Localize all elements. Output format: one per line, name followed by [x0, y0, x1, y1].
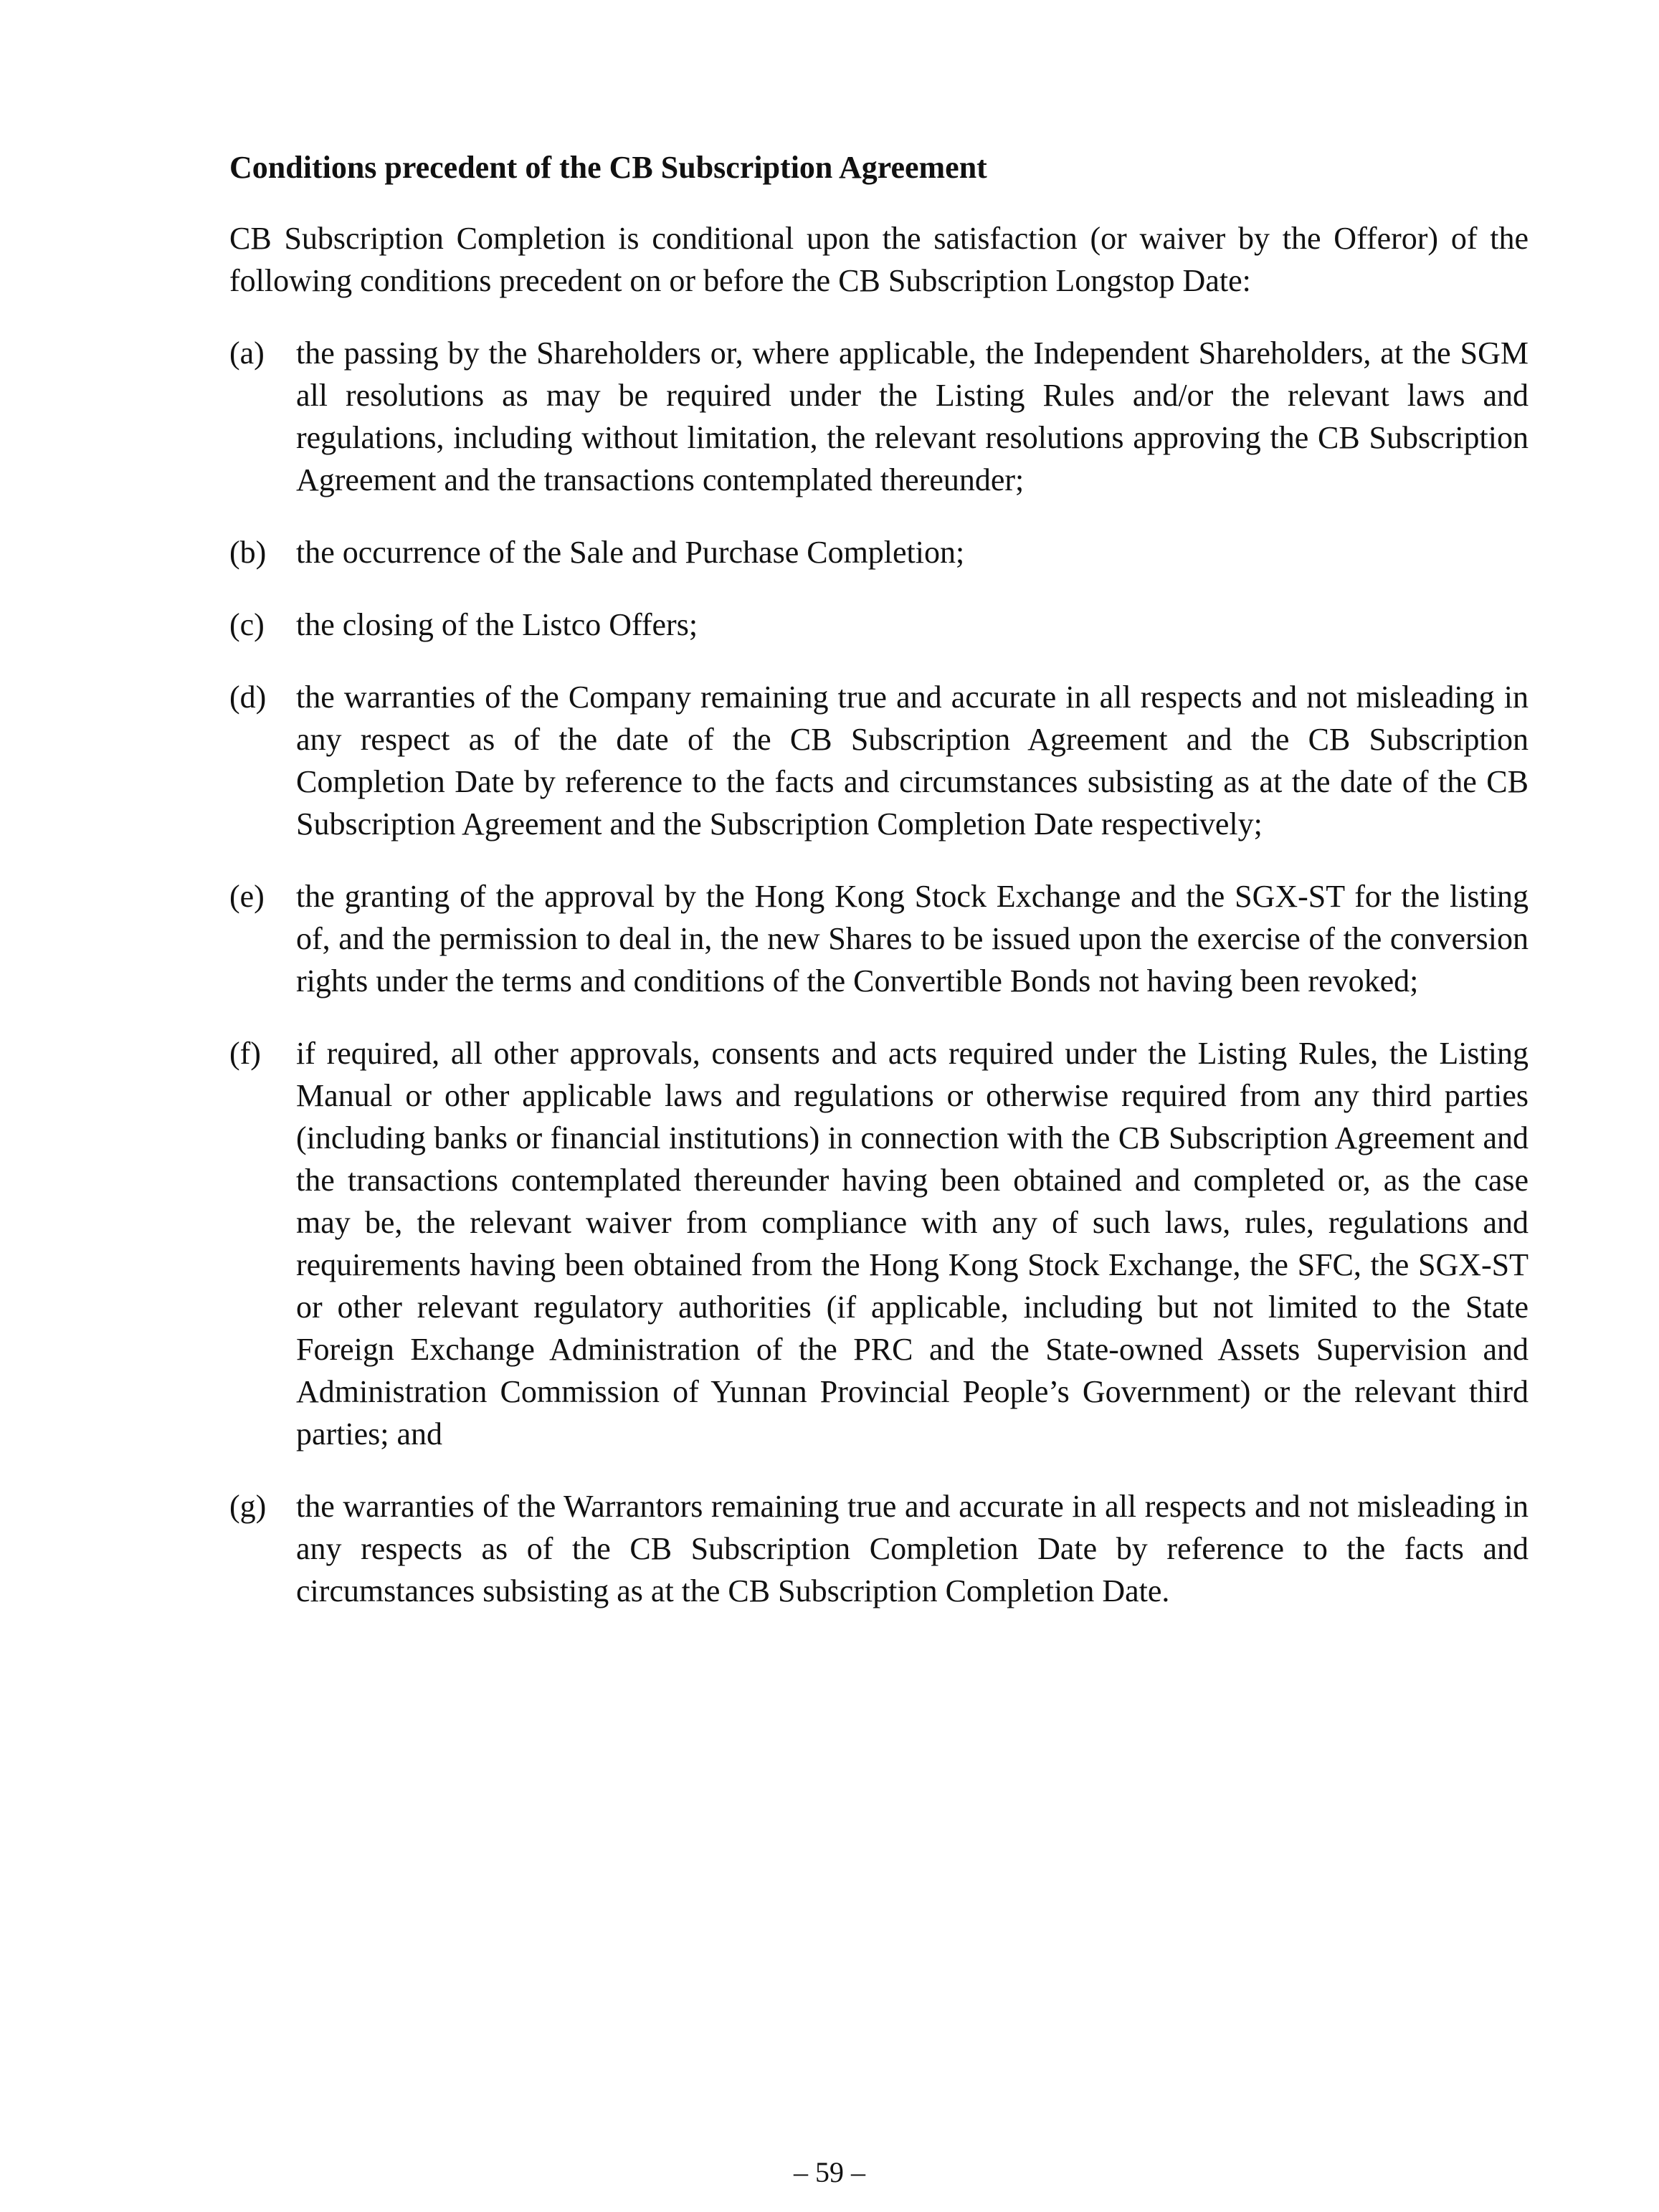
condition-marker: (c) — [229, 607, 265, 642]
condition-text: the closing of the Listco Offers; — [296, 607, 698, 642]
condition-marker: (b) — [229, 535, 267, 570]
intro-paragraph: CB Subscription Completion is conditional upon the satisfaction (or waiver by the Offeror) of the following conditions precedent on or before the CB Subscription Longstop Date: — [229, 221, 1529, 298]
condition-e — [229, 875, 1529, 1002]
condition-marker: (f) — [229, 1036, 261, 1071]
section-heading: Conditions precedent of the CB Subscription Agreement — [229, 150, 987, 185]
condition-b — [229, 531, 1529, 573]
condition-text: the warranties of the Warrantors remaining true and accurate in all respects and not misleading in any respects as of the CB Subscription Completion Date by reference to the facts and circumstances subsisting as at the CB Subscription Completion Date. — [296, 1489, 1529, 1608]
page-number: – 59 – — [794, 2156, 865, 2188]
condition-a — [229, 332, 1529, 501]
condition-text: the warranties of the Company remaining true and accurate in all respects and not misleading in any respect as of the date of the CB Subscription Agreement and the CB Subscription Completion Date by reference to the facts and circumstances subsisting as at the date of the CB Subscription Agreement and the Subscription Completion Date respectively; — [296, 680, 1529, 842]
condition-text: the occurrence of the Sale and Purchase Completion; — [296, 535, 965, 570]
condition-marker: (d) — [229, 680, 267, 715]
condition-marker: (g) — [229, 1489, 267, 1524]
condition-f — [229, 1032, 1529, 1455]
condition-c — [229, 604, 1529, 646]
document-body — [229, 147, 1529, 1642]
condition-d — [229, 676, 1529, 845]
condition-text: if required, all other approvals, consents and acts required under the Listing Rules, the Listing Manual or other applicable laws and regulations or otherwise required from any third parties (including banks or financial institutions) in connection with the CB Subscription Agreement and the transactions contemplated thereunder having been obtained and completed or, as the case may be, the relevant waiver from compliance with any of such laws, rules, regulations and requirements having been obtained from the Hong Kong Stock Exchange, the SFC, the SGX-ST or other relevant regulatory authorities (if applicable, including but not limited to the State Foreign Exchange Administration of the PRC and the State-owned Assets Supervision and Administration Commission of Yunnan Provincial People’s Government) or the relevant third parties; and — [296, 1036, 1529, 1451]
condition-marker: (e) — [229, 879, 265, 914]
conditions-list — [229, 332, 1529, 1612]
condition-marker: (a) — [229, 335, 265, 371]
condition-text: the granting of the approval by the Hong Kong Stock Exchange and the SGX-ST for the listing of, and the permission to deal in, the new Shares to be issued upon the exercise of the conversion rights under the terms and conditions of the Convertible Bonds not having been revoked; — [296, 879, 1529, 998]
condition-g — [229, 1485, 1529, 1612]
condition-text: the passing by the Shareholders or, where applicable, the Independent Shareholders, at the SGM all resolutions as may be required under the Listing Rules and/or the relevant laws and regulations, including without limitation, the relevant resolutions approving the CB Subscription Agreement and the transactions contemplated thereunder; — [296, 335, 1529, 497]
